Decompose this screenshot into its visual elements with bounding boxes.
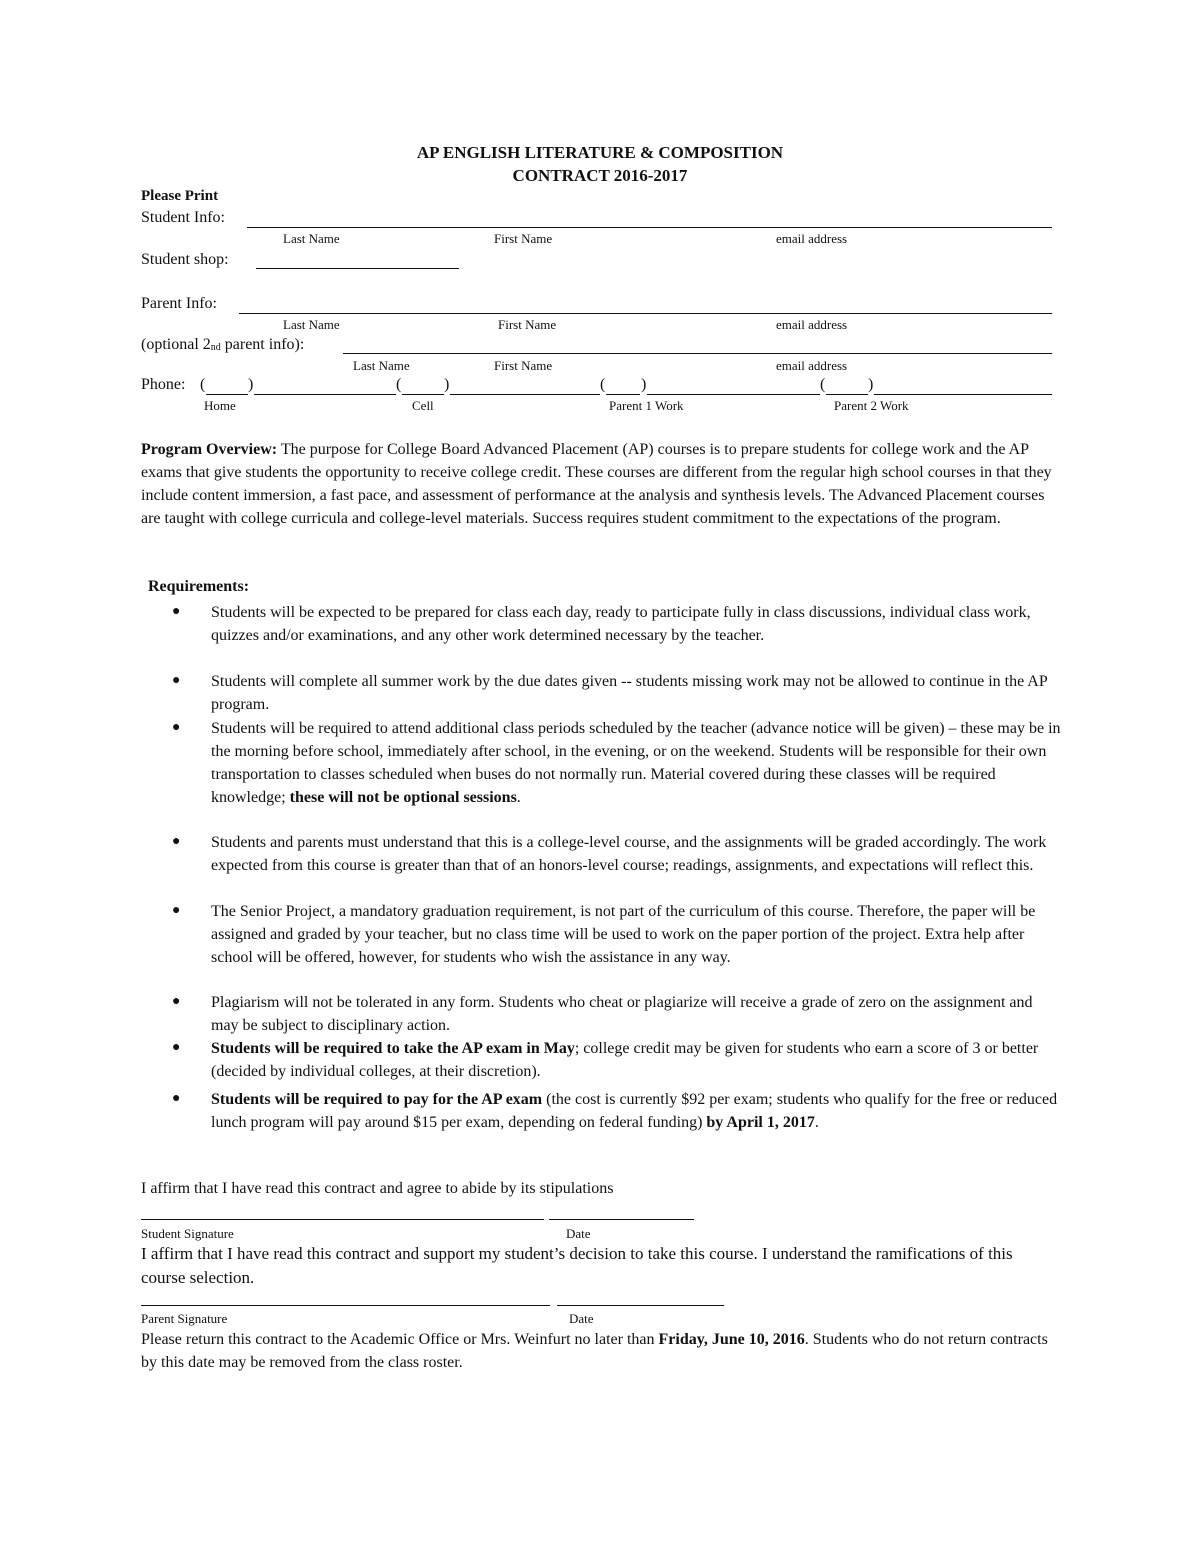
bullet-icon: ● [172, 903, 181, 918]
student-shop-field[interactable] [256, 268, 459, 269]
optional-parent-prefix: (optional 2 [141, 336, 211, 353]
return-instructions [141, 1328, 1051, 1374]
parent-info-label: Parent Info: [141, 295, 217, 312]
student-info-field[interactable] [247, 227, 1052, 228]
phone-p1-paren-close: ) [641, 376, 647, 393]
requirement-item: Plagiarism will not be tolerated in any form. Students who cheat or plagiarize will receive a grade of zero on the assignment and may be subject to disciplinary action. [211, 994, 1033, 1034]
requirement-item: Students and parents must understand that this is a college-level course, and the assignments will be graded accordingly. The work expected from this course is greater than that of an honors-level course; readings, assignments, and expectations will reflect this. [211, 834, 1047, 874]
phone-label: Phone: [141, 376, 186, 393]
bullet-icon: ● [172, 1040, 181, 1055]
student-signature-label: Student Signature [141, 1226, 234, 1241]
phone-cell-paren-close: ) [444, 376, 450, 393]
bullet-icon: ● [172, 994, 181, 1009]
parent-last-name-label: Last Name [283, 317, 340, 332]
requirement-item-after: . [516, 789, 521, 806]
bullet-icon: ● [172, 834, 181, 849]
phone-home-area-field[interactable] [206, 394, 248, 395]
requirements-heading: Requirements: [148, 578, 250, 595]
phone-cell-paren: ( [396, 376, 402, 393]
requirement-item [211, 1037, 1061, 1083]
optional-parent-suffix: parent info): [220, 336, 305, 353]
return-instructions-after: . Students who do not return contracts by this date may be removed from the class roster. [141, 1331, 1048, 1371]
requirement-item-text: Students will be required to attend additional class periods scheduled by the teacher (advance notice will be given) – these may be in the morning before school, immediately after school, in the evening, or on the weekend. Students will be responsible for their own transportation to classes scheduled when buses do not normally run. Material covered during these classes will be required knowledge; [211, 720, 1061, 806]
student-first-name-label: First Name [494, 231, 553, 246]
student-affirm-statement: I affirm that I have read this contract and agree to abide by its stipulations [141, 1180, 614, 1197]
bullet-icon: ● [172, 1091, 181, 1106]
requirement-item-text: ; college credit may be given for students who earn a score of 3 or better (decided by individual colleges, at their discretion). [211, 1040, 1039, 1080]
phone-home-paren-close: ) [248, 376, 254, 393]
parent-email-label: email address [776, 317, 848, 332]
page-title: AP ENGLISH LITERATURE & COMPOSITION [416, 143, 784, 162]
optional-first-name-label: First Name [494, 358, 553, 373]
requirement-item-text: (the cost is currently $92 per exam; students who qualify for the free or reduced lunch program will pay around $15 per exam, depending on federal funding) [211, 1091, 1058, 1131]
requirement-item: Students will complete all summer work by the due dates given -- students missing work may not be allowed to continue in the AP program. [211, 673, 1048, 713]
bullet-icon: ● [172, 720, 181, 735]
phone-parent2-label: Parent 2 Work [834, 398, 909, 413]
program-overview-heading: Program Overview: [141, 441, 278, 458]
phone-p2-paren-close: ) [868, 376, 874, 393]
parent-date-field[interactable] [557, 1305, 724, 1306]
requirement-item: The Senior Project, a mandatory graduation requirement, is not part of the curriculum of this course. Therefore, the paper will be assigned and graded by your teacher, but no class time will be used to work on the paper portion of the project. Extra help after school will be offered, however, for students who wish the assistance in any way. [211, 903, 1036, 966]
phone-cell-label: Cell [412, 398, 434, 413]
requirement-item: Students will be expected to be prepared for class each day, ready to participate fully in class discussions, individual class work, quizzes and/or examinations, and any other work determined necessary by the teacher. [211, 604, 1031, 644]
parent-info-field[interactable] [239, 313, 1052, 314]
student-signature-field[interactable] [141, 1219, 544, 1220]
phone-p2-paren: ( [820, 376, 826, 393]
phone-p1-area-field[interactable] [606, 394, 640, 395]
phone-p1-field[interactable] [647, 394, 820, 395]
student-date-field[interactable] [549, 1219, 694, 1220]
student-email-label: email address [776, 231, 848, 246]
program-overview [141, 438, 1056, 530]
optional-last-name-label: Last Name [353, 358, 410, 373]
student-info-label: Student Info: [141, 209, 225, 226]
phone-p2-area-field[interactable] [826, 394, 868, 395]
phone-p2-field[interactable] [874, 394, 1052, 395]
program-overview-text: The purpose for College Board Advanced Placement (AP) courses is to prepare students for college work and the AP exams that give students the opportunity to receive college credit. These courses are different from the regular high school courses in that they include content immersion, a fast pace, and assessment of performance at the analysis and synthesis levels. The Advanced Placement courses are taught with college curricula and college-level materials. Success requires student commitment to the expectations of the program. [141, 441, 1052, 527]
parent-date-label: Date [569, 1311, 594, 1326]
requirement-item-after: . [814, 1114, 819, 1131]
return-instructions-text: Please return this contract to the Academic Office or Mrs. Weinfurt no later than [141, 1331, 655, 1348]
student-last-name-label: Last Name [283, 231, 340, 246]
return-deadline: Friday, June 10, 2016 [658, 1331, 805, 1348]
requirement-item-emphasis: these will not be optional sessions [289, 789, 517, 806]
requirement-item-emphasis: Students will be required to pay for the AP exam [211, 1091, 543, 1108]
phone-home-paren: ( [200, 376, 206, 393]
optional-parent-sup: nd [210, 342, 221, 353]
parent-affirm-statement: I affirm that I have read this contract and support my student’s decision to take this course. I understand the ramifications of this course selection. [141, 1244, 1013, 1287]
student-date-label: Date [566, 1226, 591, 1241]
optional-email-label: email address [776, 358, 848, 373]
bullet-icon: ● [172, 604, 181, 619]
phone-cell-area-field[interactable] [402, 394, 444, 395]
phone-home-field[interactable] [254, 394, 396, 395]
page-subtitle: CONTRACT 2016-2017 [512, 166, 688, 185]
phone-p1-paren: ( [600, 376, 606, 393]
please-print-label: Please Print [141, 188, 219, 204]
phone-cell-field[interactable] [450, 394, 600, 395]
parent-first-name-label: First Name [498, 317, 557, 332]
requirement-item [211, 717, 1061, 809]
requirement-item-emphasis: Students will be required to take the AP exam in May [211, 1040, 575, 1057]
parent-signature-label: Parent Signature [141, 1311, 228, 1326]
student-shop-label: Student shop: [141, 251, 229, 268]
phone-parent1-label: Parent 1 Work [609, 398, 684, 413]
phone-home-label: Home [204, 398, 236, 413]
parent-signature-field[interactable] [141, 1305, 550, 1306]
optional-parent-field[interactable] [343, 353, 1052, 354]
requirement-item [211, 1088, 1061, 1134]
optional-parent-label [141, 336, 304, 354]
requirement-item-deadline: by April 1, 2017 [706, 1114, 815, 1131]
bullet-icon: ● [172, 673, 181, 688]
